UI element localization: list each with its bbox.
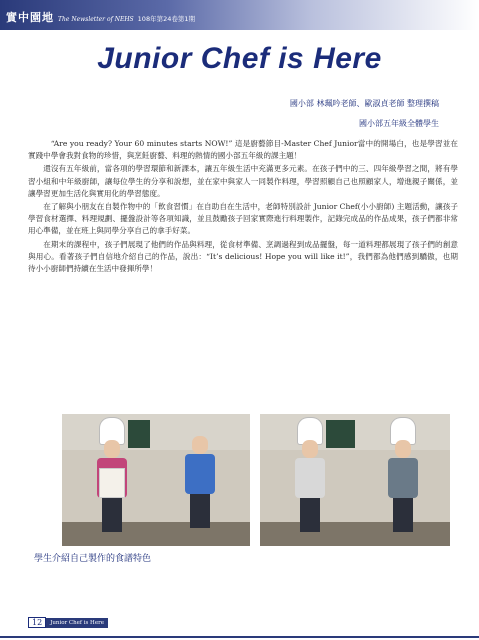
credit-students: 國小部五年級全體學生 [359,119,439,128]
credit-authors: 國小部 林珮吟老師、歐淑貞老師 整理撰稿 [289,99,439,108]
paragraph: “Are you ready? Your 60 minutes starts NOW!” 這是廚藝節目-Master Chef Junior當中的開場白，也是學習並在實踐中學會我對食物的珍惜，與烹飪廚藝、料理的熱情的國小部五年級的課主題！ [28,139,458,161]
masthead-newsletter: The Newsletter of NEHS [58,16,134,23]
recipe-paper [99,468,125,498]
article-body [28,138,458,276]
student-shirt [295,458,325,498]
page-footer [28,617,108,628]
student-shirt [388,458,418,498]
paragraph: 在期末的課程中，孩子們展現了他們的作品與料理，從食材準備、烹調過程到成品擺盤，每一道料理都展現了孩子們的創意與用心。看著孩子們自信地介紹自己的作品，說出：“It’s delicious! Hope you will like it!”，我們都為他們感到驕傲，也期待小小廚師們持續在生活中發揮所學！ [28,239,458,274]
paragraph: 還沒有五年級前，當各項的學習環節和新課本，讓五年級生活中充滿更多元素。在孩子們中的三、四年級學習之間，將有學習小組和中年級廚師，讓每位學生的分享和說想，並在家中與家人一同製作料理，學習照顧自己也照顧家人，增進親子關係，並讓學習更加生活化與實用化的學習態度。 [28,164,458,198]
page-number: 12 [28,617,46,628]
footer-section-tag: Junior Chef is Here [46,618,108,628]
photo-caption: 學生介紹自己製作的食譜特色 [34,554,152,564]
student-shirt [185,454,215,494]
paragraph: 在了解與小朋友在自製作物中的「飲食習慣」在自助自在生活中，老師特別設計 Junior Chef(小小廚師) 主題活動，讓孩子學習食材選擇、料理規劃、擺盤設計等各項知識，並且鼓勵孩子回家實際進行料理製作，記錄完成品的作品成果，孩子們都非常用心準備，並在班上與同學分享自己的拿手好菜。 [28,202,458,236]
footer-rule [0,636,479,638]
masthead-school: 實中園地 [6,11,54,24]
masthead-issue: 108年第24卷第1期 [137,15,195,23]
student-photo-2 [150,414,250,546]
student-photo-1 [62,414,162,546]
student-photo-4 [355,414,450,546]
article-title: Junior Chef is Here [97,42,382,75]
masthead [6,9,195,25]
student-photo-3 [260,414,360,546]
